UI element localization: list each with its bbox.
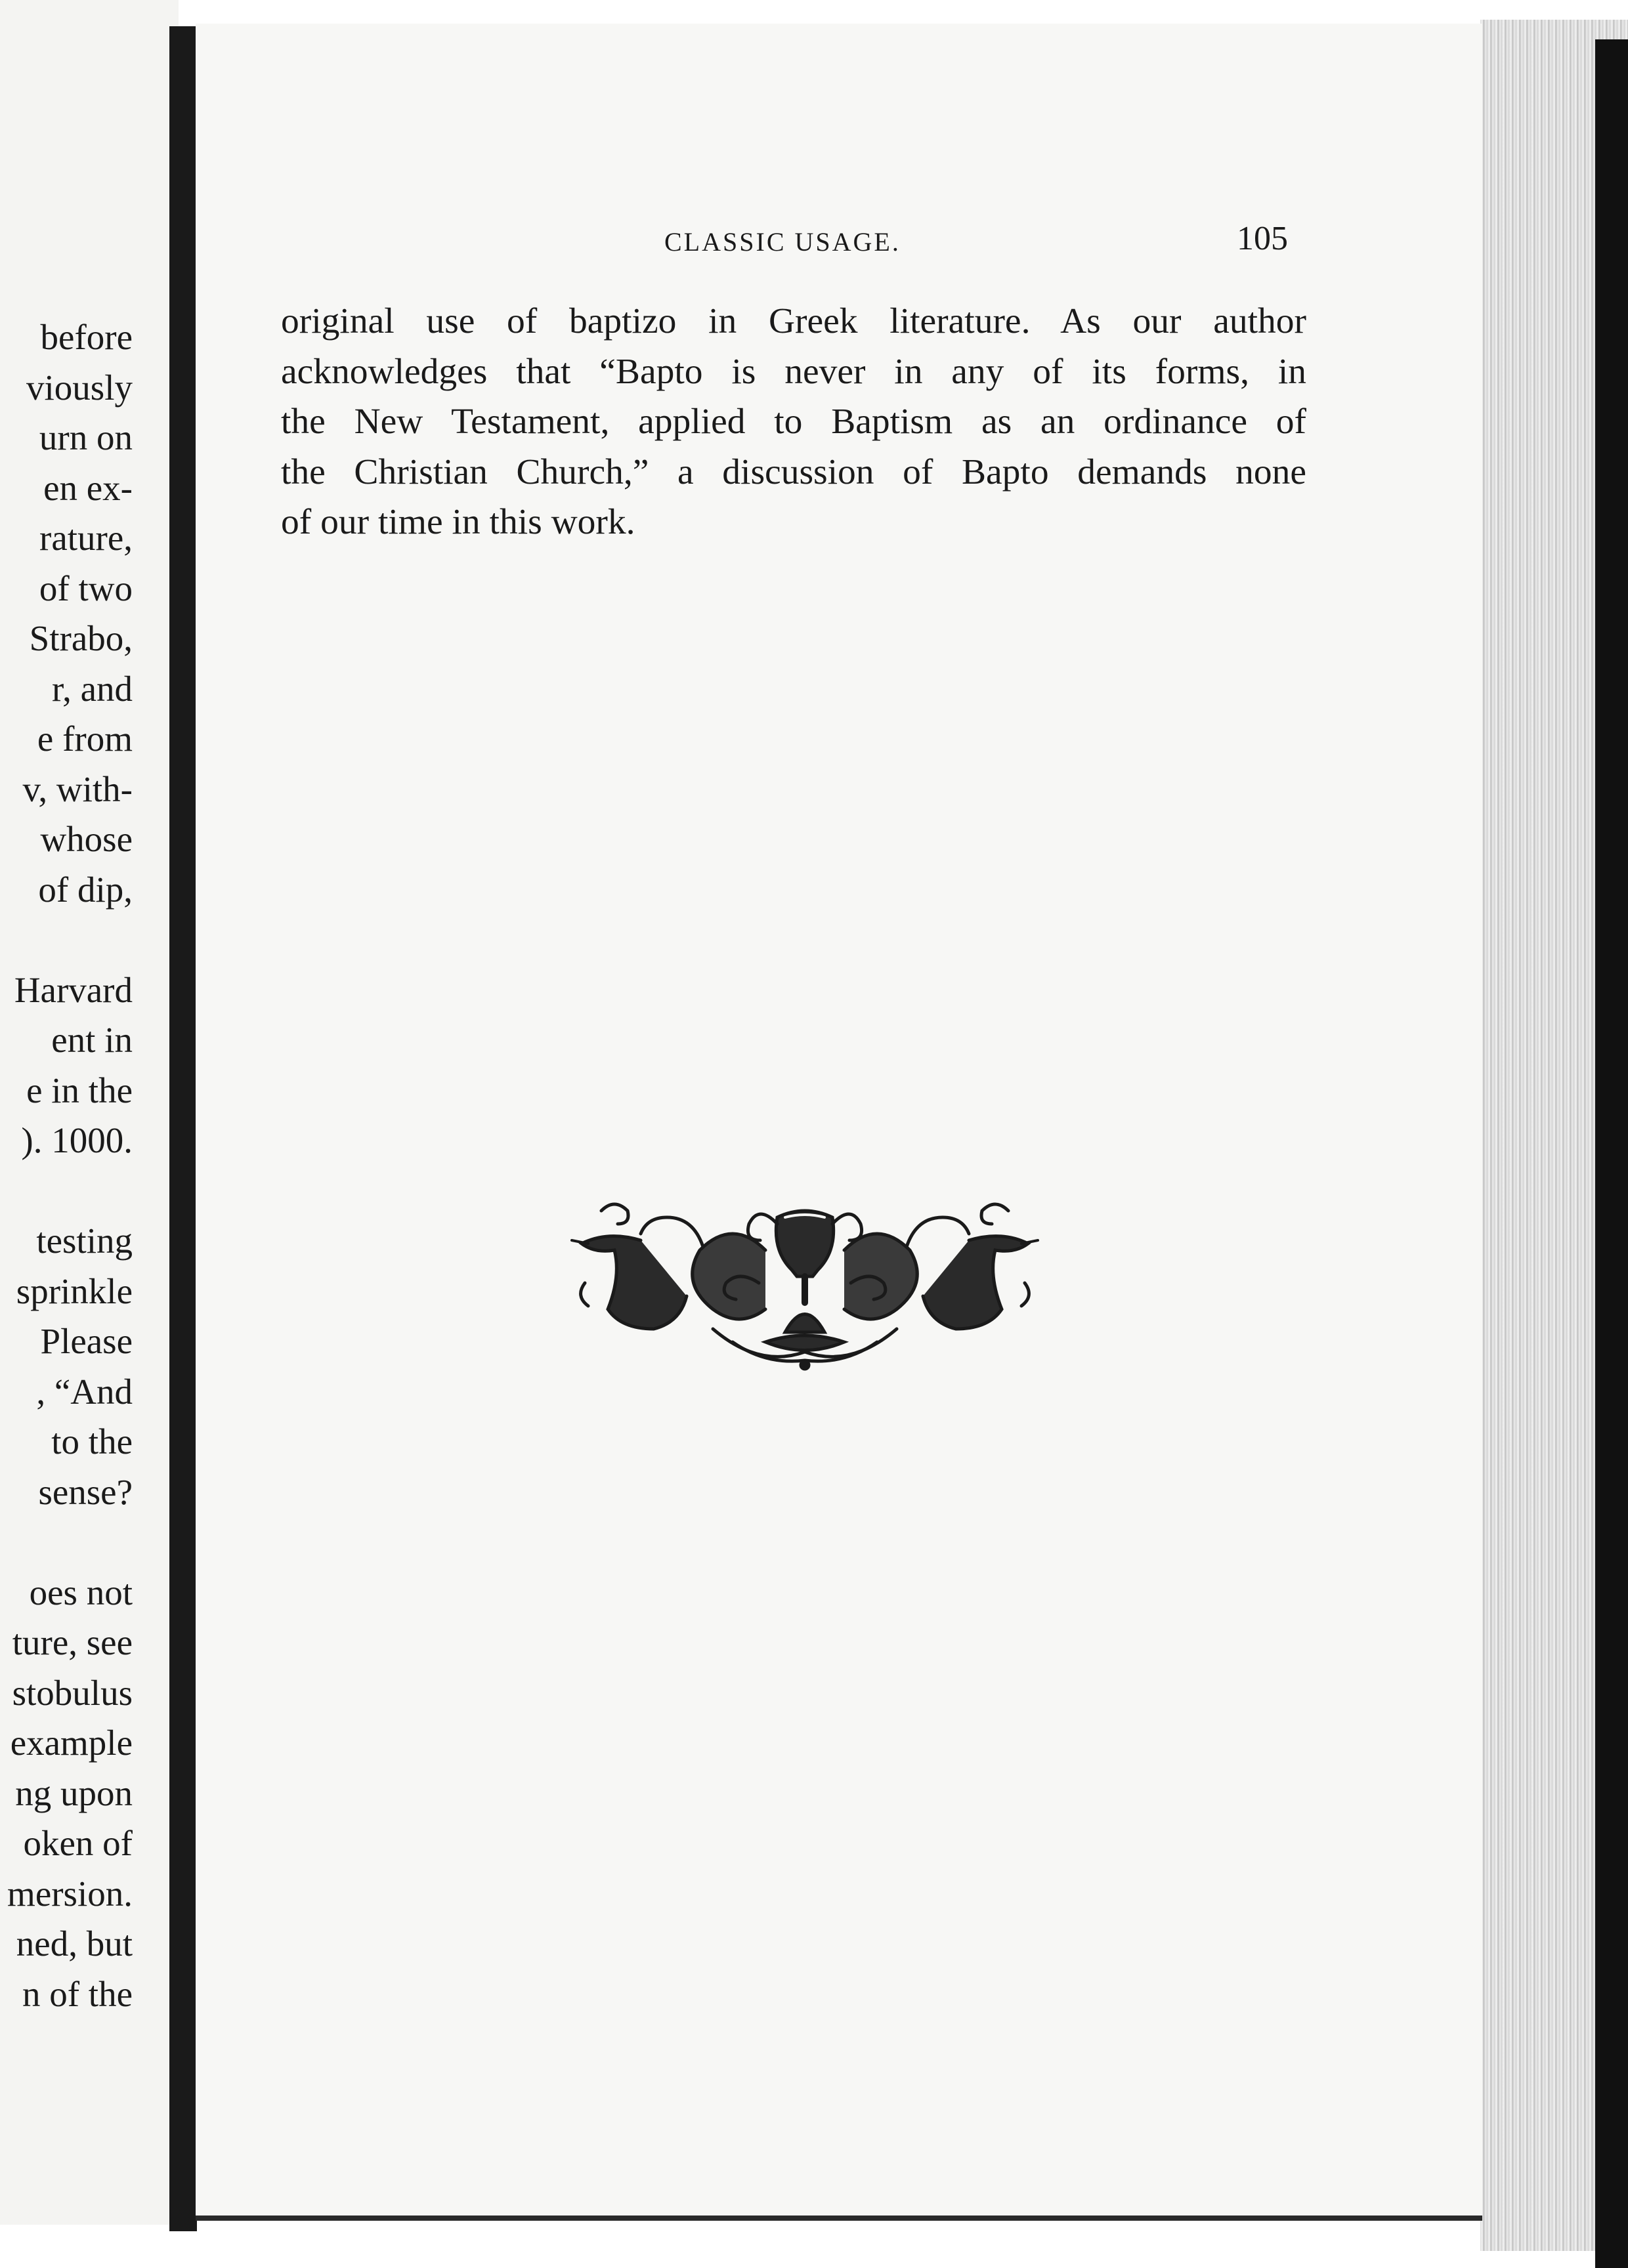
scan-edge-shadow [1595, 39, 1628, 2268]
left-line: to the [51, 1421, 133, 1461]
left-line: , “And [36, 1371, 133, 1412]
left-line: sprinkle [16, 1270, 133, 1311]
body-line: original use of baptizo in Greek literature. As our author [281, 301, 1306, 341]
left-line: en ex- [43, 467, 133, 508]
left-line: ). 1000. [21, 1120, 133, 1160]
left-line: of two [39, 568, 133, 608]
left-line: example [10, 1723, 133, 1763]
left-line: Please [40, 1321, 133, 1361]
running-head: CLASSIC USAGE. [664, 227, 901, 257]
left-line: n of the [22, 1973, 133, 2014]
left-line: v, with- [22, 768, 133, 809]
left-line: rature, [39, 518, 133, 558]
page-number: 105 [1237, 220, 1288, 257]
left-line-gap [0, 915, 133, 965]
left-facing-page [0, 0, 179, 2225]
left-line: ent in [51, 1020, 133, 1060]
left-line: urn on [39, 417, 133, 457]
body-line: the Christian Church,” a discussion of Bapto demands none [281, 452, 1306, 492]
left-line: testing [36, 1221, 133, 1261]
left-line: stobulus [12, 1672, 133, 1713]
left-line: e from [37, 719, 133, 759]
left-line: whose [40, 819, 133, 859]
left-line: ture, see [12, 1622, 133, 1662]
left-line: mersion. [7, 1873, 133, 1914]
left-line: oes not [29, 1572, 133, 1612]
body-line: the New Testament, applied to Baptism as an ordinance of [281, 402, 1306, 442]
body-text [281, 297, 1306, 548]
body-line: of our time in this work. [281, 502, 635, 542]
left-line-gap [0, 1166, 133, 1217]
left-line: Strabo, [29, 618, 133, 658]
left-line: ned, but [16, 1923, 133, 1964]
left-line: Harvard [14, 969, 133, 1010]
book-gutter [169, 26, 197, 2231]
left-line: oken of [23, 1823, 133, 1863]
chalice-with-griffins-tailpiece-icon [568, 1178, 1041, 1375]
left-line: of dip, [38, 869, 133, 910]
left-line-gap [0, 1517, 133, 1568]
left-line: ng upon [15, 1773, 133, 1813]
body-line: acknowledges that “Bapto is never in any of its forms, in [281, 351, 1306, 392]
left-line: e in the [26, 1070, 133, 1110]
left-line: r, and [51, 668, 133, 709]
left-line: before [40, 317, 133, 357]
left-page-text [0, 312, 133, 2019]
left-line: viously [26, 367, 133, 408]
left-line: sense? [38, 1471, 133, 1512]
